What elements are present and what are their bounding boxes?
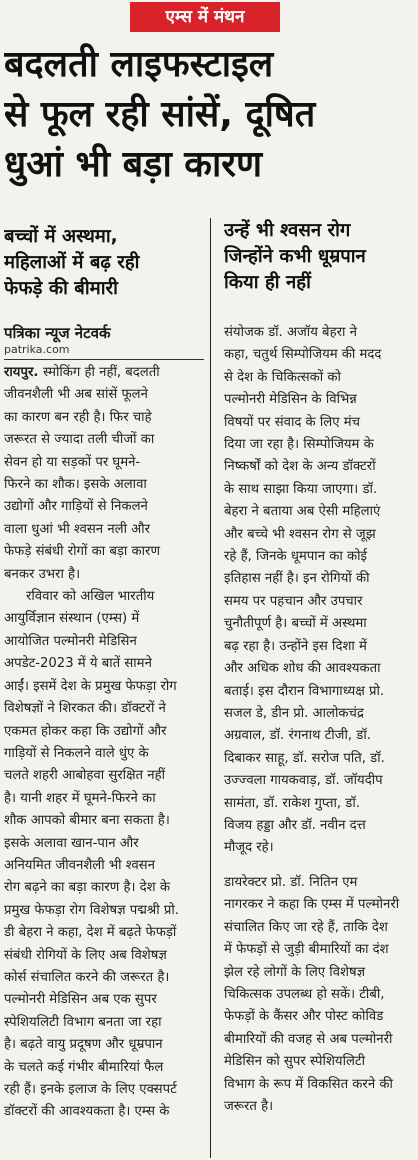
article-line: अग्रवाल, डॉ. रंगनाथ टीजी, डॉ. bbox=[224, 728, 371, 744]
article-line: सामंता, डॉ. राकेश गुप्ता, डॉ. bbox=[224, 795, 360, 811]
article-line: रविवार को अखिल भारतीय bbox=[26, 589, 155, 605]
article-line: और बच्चे भी श्वसन रोग से जूझ bbox=[224, 526, 376, 542]
article-line: समय पर पहचान और उपचार bbox=[224, 593, 363, 609]
article-line: नागरकर ने कहा कि एम्स में पल्मोनरी bbox=[224, 897, 400, 913]
subheading-line: बच्चों में अस्थमा, bbox=[4, 226, 118, 247]
article-line: सेवन हो या सड़कों पर घूमने- bbox=[4, 454, 141, 470]
article-line: संचालित किए जा रहे हैं, ताकि देश bbox=[224, 919, 388, 935]
headline-line: बदलती लाइफस्टाइल bbox=[4, 44, 274, 85]
subheading-line: जिन्होंने कभी धूम्रपान bbox=[224, 246, 366, 267]
article-line: चुनौतीपूर्ण है। बच्चों में अस्थमा bbox=[224, 616, 367, 632]
byline: पत्रिका न्यूज नेटवर्क bbox=[4, 324, 111, 342]
article-line: स्पेशियलिटी विभाग बनता जा रहा bbox=[4, 1014, 162, 1030]
article-line: विजय हड्डा और डॉ. नवीन दत्त bbox=[224, 817, 366, 833]
headline-line: धुआं भी बड़ा कारण bbox=[4, 144, 263, 185]
article-line: झेल रहे लोगों के लिए विशेषज्ञ bbox=[224, 964, 366, 980]
article-line: दिबाकर साहू, डॉ. सरोज पति, डॉ. bbox=[224, 750, 385, 766]
article-line: डायरेक्टर प्रो. डॉ. नितिन एम bbox=[224, 875, 358, 890]
article-line: जरूरत से ज्यादा तली चीजों का bbox=[4, 432, 155, 448]
byline-divider bbox=[4, 359, 204, 360]
article-line: आयुर्विज्ञान संस्थान (एम्स) में bbox=[4, 611, 140, 627]
article-line: इतिहास नहीं है। इन रोगियों की bbox=[224, 571, 370, 587]
column-divider bbox=[210, 218, 211, 1158]
article-line: मौजूद रहे। bbox=[224, 840, 274, 856]
article-line: एकमत होकर कहा कि उद्योगों और bbox=[4, 723, 167, 739]
article-line: फिरने का शौक। इसके अलावा bbox=[4, 477, 147, 493]
article-line: और अधिक शोध की आवश्यकता bbox=[224, 661, 381, 677]
article-line: से देश के चिकित्सकों को bbox=[224, 369, 341, 385]
article-line: रहे हैं, जिनके धूमपान का कोई bbox=[224, 549, 367, 565]
article-line: दिया जा रहा है। सिम्पोजियम के bbox=[224, 437, 374, 453]
article-line: अपडेट-2023 में ये बातें सामने bbox=[4, 656, 152, 672]
article-line: फेफड़ों के कैंसर और पोस्ट कोविड bbox=[224, 1009, 384, 1025]
article-line: उज्ज्वला गायकवाड़, डॉ. जॉयदीप bbox=[224, 773, 383, 789]
article-line: का कारण बन रही है। फिर चाहे bbox=[4, 409, 152, 425]
article-line: में फेफड़ों से जुड़ी बीमारियों का दंश bbox=[224, 942, 389, 958]
article-line: रोग बढ़ने का बड़ा कारण है। देश के bbox=[4, 880, 170, 896]
article-line: बनकर उभरा है। bbox=[4, 566, 81, 582]
article-line: चलते शहरी आबोहवा सुरक्षित नहीं bbox=[4, 768, 165, 784]
article-line: पल्मोनरी मेडिसिन अब एक सुपर bbox=[4, 992, 157, 1008]
article-line: मेडिसिन को सुपर स्पेशियलिटी bbox=[224, 1054, 365, 1070]
article-line: डी बेहरा ने कहा, देश में बढ़ते फेफड़ों bbox=[4, 925, 177, 941]
article-line: वाला धुआं भी श्वसन नली और bbox=[4, 521, 151, 537]
article-line: जरूरत है। bbox=[224, 1099, 274, 1115]
subheading-line: उन्हें भी श्वसन रोग bbox=[224, 220, 351, 241]
headline-line: से फूल रही सांसें, दूषित bbox=[4, 94, 316, 135]
article-line: विषयों पर संवाद के लिए मंच bbox=[224, 414, 360, 430]
section-kicker: एम्स में मंथन bbox=[130, 2, 280, 32]
subheading-line: महिलाओं में बढ़ रही bbox=[4, 252, 140, 273]
article-line: बताई। इस दौरान विभागाध्यक्ष प्रो. bbox=[224, 683, 385, 699]
article-line: कहा, चतुर्थ सिम्पोजियम की मदद bbox=[224, 347, 382, 363]
article-line: आईं। इसमें देश के प्रमुख फेफड़ा रोग bbox=[4, 678, 177, 694]
article-line: डॉक्टरों की आवश्यकता है। एम्स के bbox=[4, 1104, 170, 1120]
article-line: सजल डे, डीन प्रो. आलोकचंद्र bbox=[224, 705, 364, 721]
article-line: फेफड़े संबंधी रोगों का बड़ा कारण bbox=[4, 544, 160, 560]
article-line: उद्योगों और गाड़ियों से निकलने bbox=[4, 499, 148, 515]
dateline: रायपुर. bbox=[4, 365, 43, 380]
article-line: आयोजित पल्मोनरी मेडिसिन bbox=[4, 633, 137, 649]
article-line: पल्मोनरी मेडिसिन के विभिन्न bbox=[224, 392, 357, 408]
article-line: बेहरा ने बताया अब ऐसी महिलाएं bbox=[224, 504, 381, 520]
article-line: इसके अलावा खान-पान और bbox=[4, 835, 139, 851]
article-line: कोर्स संचालित करने की जरूरत है। bbox=[4, 969, 170, 985]
article-line: के चलते कई गंभीर बीमारियां फैल bbox=[4, 1059, 164, 1075]
subheading-right bbox=[224, 218, 418, 296]
subheading-line: फेफड़े की बीमारी bbox=[4, 278, 118, 299]
article-line: गाड़ियों से निकलने वाले धुंए के bbox=[4, 745, 149, 761]
article-line: के साथ साझा किया जाएगा। डॉ. bbox=[224, 481, 378, 497]
article-line: शौक आपको बीमार बना सकता है। bbox=[4, 813, 170, 829]
subheading-left bbox=[4, 224, 202, 302]
byline-url: patrika.com bbox=[4, 343, 70, 356]
article-line: बीमारियों की वजह से अब पल्मोनरी bbox=[224, 1031, 393, 1047]
article-line: निष्कर्षों को देश के अन्य डॉक्टरों bbox=[224, 459, 376, 475]
article-line: संबंधी रोगियों के लिए अब विशेषज्ञ bbox=[4, 947, 167, 963]
article-line-text: स्मोकिंग ही नहीं, बदलती bbox=[42, 365, 160, 380]
article-line: चिकित्सक उपलब्ध हो सकें। टीबी, bbox=[224, 987, 385, 1003]
headline bbox=[4, 40, 416, 190]
article-line: रही हैं। इनके इलाज के लिए एक्सपर्ट bbox=[4, 1082, 177, 1097]
article-column-right bbox=[224, 322, 418, 860]
subheading-line: किया ही नहीं bbox=[224, 272, 311, 293]
article-line: है। बढ़ते वायु प्रदूषण और धूम्रपान bbox=[4, 1037, 163, 1053]
article-line: संयोजक डॉ. अजॉय बेहरा ने bbox=[224, 325, 357, 340]
article-column-left bbox=[4, 362, 204, 1124]
article-line: प्रमुख फेफड़ा रोग विशेषज्ञ पद्मश्री प्रो. bbox=[4, 902, 179, 918]
article-line: है। यानी शहर में घूमने-फिरने का bbox=[4, 790, 156, 806]
article-column-right-continued bbox=[224, 872, 418, 1118]
article-line: बढ़ रहा है। उन्होंने इस दिशा में bbox=[224, 638, 367, 654]
article-line: जीवनशैली भी अब सांसें फूलने bbox=[4, 387, 148, 403]
article-line: अनियमित जीवनशैली भी श्वसन bbox=[4, 857, 155, 873]
article-line: विभाग के रूप में विकसित करने की bbox=[224, 1076, 393, 1092]
article-line bbox=[4, 362, 204, 384]
article-line: विशेषज्ञों ने शिरकत की। डॉक्टरों ने bbox=[4, 701, 166, 717]
